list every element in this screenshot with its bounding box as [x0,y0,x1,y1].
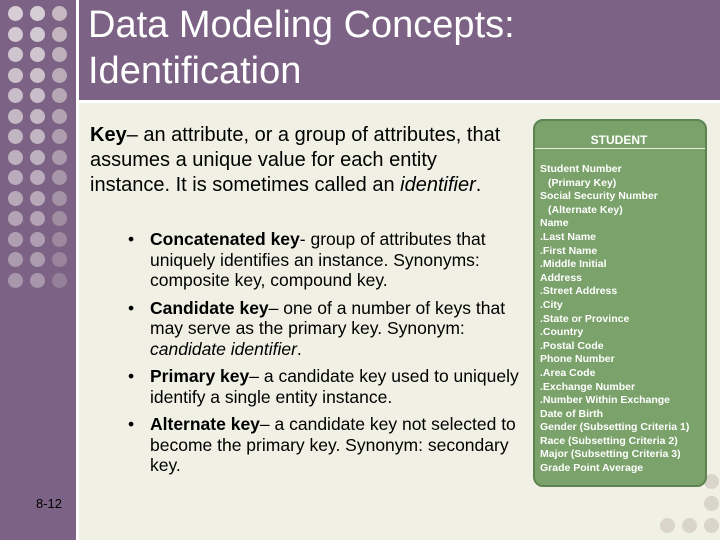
entity-attribute: Date of Birth [540,407,603,420]
entity-title: STUDENT [590,133,648,147]
decorative-dot [30,170,45,185]
decorative-dot [30,232,45,247]
bullet-end: . [296,338,302,359]
decorative-dot [8,129,23,144]
decorative-dot [8,88,23,103]
decorative-dot [52,68,67,83]
entity-attribute: .City [540,298,563,311]
vertical-divider [76,0,79,540]
bullet-text: – one of a number of keys that may serve as the primary key. Synonym: [150,297,506,338]
key-term: Key [90,124,127,146]
entity-attribute: Gender (Subsetting Criteria 1) [540,421,690,434]
bullet-text: - group of attributes that uniquely identifies an instance. Synonyms: composite key, compound key. [150,229,486,290]
list-item [128,229,520,291]
decorative-dot [52,232,67,247]
entity-attribute: .State or Province [540,312,630,325]
entity-attribute: .Country [540,326,584,339]
decorative-dot [8,191,23,206]
decorative-dot [8,150,23,165]
decorative-dot [30,150,45,165]
decorative-dot [660,518,675,533]
decorative-dot [30,47,45,62]
bullet-icon: • [128,297,135,318]
bullet-term: Candidate key [150,297,269,318]
bullet-icon: • [128,414,135,434]
slide-number: 8-12 [36,496,63,511]
bullet-text: – a candidate key not selected to become the primary key. Synonym: secondary key. [150,414,516,475]
decorative-dot [8,232,23,247]
decorative-dot [30,109,45,124]
decorative-dot [30,211,45,226]
entity-attribute: Grade Point Average [540,462,644,475]
bullet-text: – a candidate key used to uniquely identify a single entity instance. [150,366,519,407]
decorative-dot [52,109,67,124]
entity-attribute: (Primary Key) [548,176,617,189]
decorative-dot [52,273,67,288]
title-line-2: Identification [88,50,302,92]
identifier-term: identifier [400,174,476,196]
decorative-dot [8,170,23,185]
decorative-dot [30,27,45,42]
entity-attribute: Address [540,271,583,284]
decorative-dot [30,273,45,288]
bullet-term: Alternate key [150,414,260,434]
entity-attribute: .First Name [540,244,598,257]
list-item [128,366,520,407]
decorative-dot [30,88,45,103]
bullet-icon: • [128,366,135,386]
student-entity-box [533,119,707,487]
entity-title-divider [535,148,705,149]
entity-attribute: .Area Code [540,366,596,379]
entity-attribute: Major (Subsetting Criteria 3) [540,448,681,461]
decorative-dot-grid [0,0,80,540]
decorative-dot [52,129,67,144]
entity-attribute: .Number Within Exchange [540,394,671,407]
entity-attribute: .Last Name [540,230,597,243]
entity-attribute: (Alternate Key) [548,203,623,216]
decorative-dot [8,211,23,226]
entity-attribute-list [540,163,708,476]
decorative-dot [8,252,23,267]
entity-attribute: Race (Subsetting Criteria 2) [540,434,678,447]
entity-attribute: Phone Number [540,353,615,366]
decorative-dot [8,109,23,124]
decorative-dot [30,191,45,206]
decorative-dot [8,6,23,21]
decorative-dot [52,88,67,103]
decorative-dot [30,252,45,267]
key-definition-text: – an attribute, or a group of attributes, that assumes a unique value for each entity instance. It is sometimes called an [90,124,501,196]
list-item [128,298,520,360]
decorative-dot [52,170,67,185]
decorative-dot [8,68,23,83]
decorative-dot [30,6,45,21]
key-types-list [128,229,520,483]
decorative-dot [52,47,67,62]
entity-attribute: .Middle Initial [540,258,607,271]
bullet-italic: candidate identifier [150,338,297,359]
decorative-dot [8,27,23,42]
entity-attribute: .Postal Code [540,339,604,352]
decorative-dot [704,518,719,533]
decorative-dot [30,129,45,144]
slide-title [88,2,708,94]
decorative-dot [52,27,67,42]
decorative-dot [52,252,67,267]
decorative-dot [682,518,697,533]
entity-attribute: .Exchange Number [540,380,636,393]
key-definition [90,123,520,198]
key-definition-end: . [475,174,482,196]
decorative-dot [8,47,23,62]
decorative-dot [52,6,67,21]
entity-attribute: Social Security Number [540,190,658,203]
bullet-term: Concatenated key [150,229,300,249]
decorative-dot [52,150,67,165]
bullet-icon: • [128,229,135,249]
decorative-dot [30,68,45,83]
list-item [128,414,520,476]
decorative-dot [52,191,67,206]
decorative-dot [704,496,719,511]
title-line-1: Data Modeling Concepts: [88,4,515,46]
entity-attribute: Name [540,217,569,230]
bullet-term: Primary key [150,366,250,386]
entity-attribute: .Street Address [540,285,618,298]
horizontal-divider [76,100,720,103]
decorative-dot [52,211,67,226]
entity-attribute: Student Number [540,163,622,175]
decorative-dot [8,273,23,288]
